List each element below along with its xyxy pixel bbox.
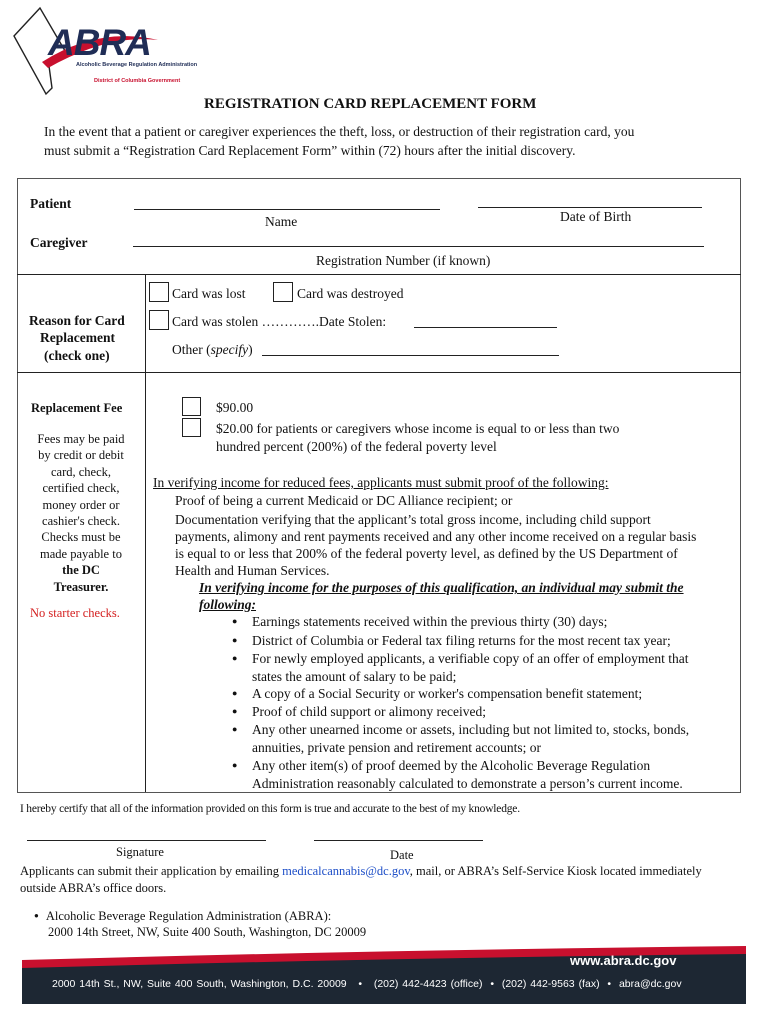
card-destroyed-checkbox[interactable] [273, 282, 293, 302]
verify-heading: In verifying income for reduced fees, applicants must submit proof of the following: [153, 475, 609, 490]
address-name: ● Alcoholic Beverage Regulation Administration (ABRA): [34, 909, 332, 923]
logo-text: ABRA [48, 22, 151, 63]
list-item: ● Any other item(s) of proof deemed by the Alcoholic Beverage Regulation Administration reasonably calculated to demonstrate a person’s current income. [252, 757, 683, 792]
certify-statement: I hereby certify that all of the information provided on this form is true and accurate to the best of my knowledge. [20, 803, 520, 815]
reason-label-2: Replacement [40, 330, 115, 345]
list-item: ● For newly employed applicants, a verifiable copy of an offer of employment that states the amount of salary to be paid; [252, 650, 689, 685]
proof-doc-3: is equal to or less that 200% of the federal poverty level, as defined by the US Department of [175, 546, 678, 561]
fee-label: Replacement Fee [31, 401, 123, 415]
other-specify-field[interactable] [262, 355, 559, 356]
fee-20-checkbox[interactable] [182, 418, 201, 437]
reason-label-1: Reason for Card [29, 313, 125, 328]
dob-field[interactable] [478, 207, 702, 208]
abra-logo [8, 6, 198, 98]
date-field[interactable] [314, 840, 483, 841]
intro-line-2: must submit a “Registration Card Replacement Form” within (72) hours after the initial discovery. [44, 143, 576, 158]
proof-medicaid: Proof of being a current Medicaid or DC Alliance recipient; or [175, 493, 513, 508]
submit-instructions: Applicants can submit their application by emailing medicalcannabis@dc.gov, mail, or ABRA’s Self-Service Kiosk located immediately [20, 864, 702, 878]
footer [22, 944, 746, 1004]
proof-doc-2: payments, alimony and rent payments received and any other income received on a regular basis [175, 529, 697, 544]
card-lost-checkbox[interactable] [149, 282, 169, 302]
name-label: Name [265, 214, 298, 229]
submit-instructions-2: outside ABRA’s office doors. [20, 881, 167, 895]
logo-subtitle: Alcoholic Beverage Regulation Administration [76, 62, 198, 68]
registration-number-field[interactable] [133, 246, 704, 247]
list-item: ● District of Columbia or Federal tax filing returns for the most recent tax year; [252, 632, 671, 650]
date-label: Date [390, 848, 414, 862]
reason-label-3: (check one) [44, 348, 110, 363]
payment-info: Fees may be paid by credit or debit card, check, certified check, money order or cashier's check. Checks must be made payable to the DC Treasurer. [37, 432, 125, 594]
list-item: ● A copy of a Social Security or worker's compensation benefit statement; [252, 685, 642, 703]
proof-doc-1: Documentation verifying that the applicant’s total gross income, including child support [175, 512, 651, 527]
address-street: 2000 14th Street, NW, Suite 400 South, Washington, DC 20009 [48, 925, 367, 939]
qualification-heading-2: following: [199, 597, 257, 612]
footer-contact: 2000 14th St., NW, Suite 400 South, Washington, D.C. 20009 • (202) 442-4423 (office) • (202) 442-9563 (fax) • abra@dc.gov [52, 978, 682, 990]
card-stolen-checkbox[interactable] [149, 310, 169, 330]
card-destroyed-label: Card was destroyed [297, 286, 404, 301]
list-item: ● Earnings statements received within the previous thirty (30) days; [252, 613, 607, 631]
logo-government: District of Columbia Government [94, 78, 181, 84]
fee-20-label-2: hundred percent (200%) of the federal poverty level [216, 439, 497, 454]
no-starter-checks: No starter checks. [30, 606, 120, 620]
caregiver-label: Caregiver [30, 235, 88, 250]
card-stolen-label: Card was stolen ………….Date Stolen: [172, 314, 387, 329]
list-item: ● Any other unearned income or assets, including but not limited to, stocks, bonds, annuities, private pension and retirement accounts; or [252, 721, 689, 756]
card-lost-label: Card was lost [172, 286, 246, 301]
email-link[interactable]: medicalcannabis@dc.gov [282, 864, 410, 878]
list-item: ● Proof of child support or alimony received; [252, 703, 486, 721]
other-label: Other (specify) [172, 342, 253, 357]
signature-label: Signature [116, 845, 164, 859]
intro-line-1: In the event that a patient or caregiver experiences the theft, loss, or destruction of their registration card, you [44, 124, 635, 139]
dob-label: Date of Birth [560, 209, 632, 224]
page-title: REGISTRATION CARD REPLACEMENT FORM [204, 96, 537, 112]
registration-number-label: Registration Number (if known) [316, 253, 491, 268]
qualification-heading-1: In verifying income for the purposes of this qualification, an individual may submit the [199, 580, 684, 595]
proof-doc-4: Health and Human Services. [175, 563, 330, 578]
name-field[interactable] [134, 209, 440, 210]
fee-90-label: $90.00 [216, 400, 254, 415]
patient-label: Patient [30, 196, 72, 211]
footer-website[interactable]: www.abra.dc.gov [570, 953, 677, 968]
fee-90-checkbox[interactable] [182, 397, 201, 416]
signature-field[interactable] [27, 840, 266, 841]
date-stolen-field[interactable] [414, 327, 557, 328]
fee-20-label-1: $20.00 for patients or caregivers whose income is equal to or less than two [216, 421, 620, 436]
